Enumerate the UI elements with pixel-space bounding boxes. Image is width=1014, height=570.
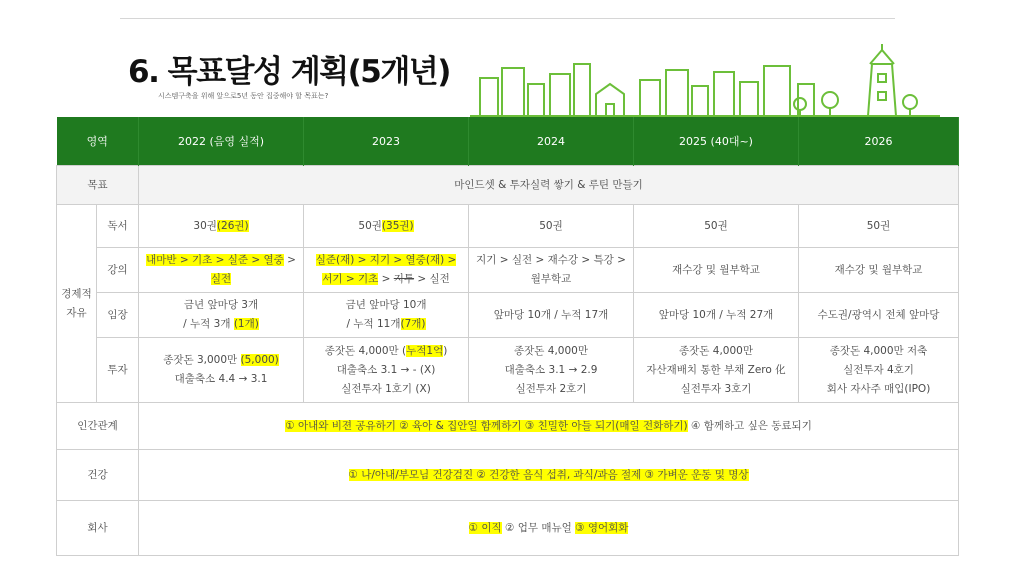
header-2026: 2026 <box>799 117 959 166</box>
fieldwork-2022: 금년 앞마당 3개 / 누적 3개 (1개) <box>139 293 304 338</box>
reading-2025: 50권 <box>634 205 799 248</box>
lecture-2025: 재수강 및 월부학교 <box>634 248 799 293</box>
investment-2026: 종잣돈 4,000만 저축 실전투자 4호기 회사 자사주 매입(IPO) <box>799 338 959 403</box>
table-header-row <box>57 117 959 166</box>
top-divider <box>120 18 895 19</box>
page-subtitle: 시스템구축을 위해 앞으로5년 동안 집중해야 할 목표는? <box>158 92 329 100</box>
fieldwork-2024: 앞마당 10개 / 누적 17개 <box>469 293 634 338</box>
page-title: 6. 목표달성 계획(5개년) <box>128 54 450 90</box>
reading-2026: 50권 <box>799 205 959 248</box>
reading-row <box>57 205 959 248</box>
reading-2022: 30권(26권) <box>139 205 304 248</box>
investment-2025: 종잣돈 4,000만 자산재배치 통한 부채 Zero 化 실전투자 3호기 <box>634 338 799 403</box>
lecture-2023: 실준(재) > 지기 > 열중(재) > 서기 > 기초 > 지투 > 실전 <box>304 248 469 293</box>
header-2024: 2024 <box>469 117 634 166</box>
health-row <box>57 450 959 501</box>
goal-text: 마인드셋 & 투자실력 쌓기 & 루틴 만들기 <box>139 166 959 205</box>
reading-2023: 50권(35권) <box>304 205 469 248</box>
econ-freedom-label: 경제적 자유 <box>57 205 97 403</box>
investment-label: 투자 <box>97 338 139 403</box>
relations-text: ① 아내와 비젼 공유하기 ② 육아 & 집안일 함께하기 ③ 친밀한 아들 되기(매일 전화하기) ④ 함께하고 싶은 동료되기 <box>139 403 959 450</box>
reading-2024: 50권 <box>469 205 634 248</box>
goal-row <box>57 166 959 205</box>
header-2025: 2025 (40대~) <box>634 117 799 166</box>
investment-2023: 종잣돈 4,000만 (누적1억) 대출축소 3.1 → - (X) 실전투자 1호기 (X) <box>304 338 469 403</box>
header-area: 영역 <box>57 117 139 166</box>
fieldwork-2026: 수도권/광역시 전체 앞마당 <box>799 293 959 338</box>
company-label: 회사 <box>57 501 139 556</box>
lecture-2022: 내마반 > 기초 > 실준 > 열중 > 실전 <box>139 248 304 293</box>
fieldwork-row <box>57 293 959 338</box>
relations-row <box>57 403 959 450</box>
fieldwork-2023: 금년 앞마당 10개 / 누적 11개(7개) <box>304 293 469 338</box>
investment-2024: 종잣돈 4,000만 대출축소 3.1 → 2.9 실전투자 2호기 <box>469 338 634 403</box>
lecture-2026: 재수강 및 월부학교 <box>799 248 959 293</box>
relations-label: 인간관계 <box>57 403 139 450</box>
city-skyline-illustration <box>470 44 940 118</box>
reading-label: 독서 <box>97 205 139 248</box>
health-label: 건강 <box>57 450 139 501</box>
investment-row <box>57 338 959 403</box>
fieldwork-label: 임장 <box>97 293 139 338</box>
header-2022: 2022 (음영 실적) <box>139 117 304 166</box>
lecture-2024: 지기 > 실전 > 재수강 > 특강 > 월부학교 <box>469 248 634 293</box>
goal-label: 목표 <box>57 166 139 205</box>
lecture-label: 강의 <box>97 248 139 293</box>
company-row <box>57 501 959 556</box>
health-text: ① 나/아내/부모님 건강검진 ② 건강한 음식 섭취, 과식/과음 절제 ③ 가벼운 운동 및 명상 <box>139 450 959 501</box>
investment-2022: 종잣돈 3,000만 (5,000) 대출축소 4.4 → 3.1 <box>139 338 304 403</box>
five-year-plan-table <box>56 117 959 556</box>
header-2023: 2023 <box>304 117 469 166</box>
fieldwork-2025: 앞마당 10개 / 누적 27개 <box>634 293 799 338</box>
lecture-row <box>57 248 959 293</box>
company-text: ① 이직 ② 업무 매뉴얼 ③ 영어회화 <box>139 501 959 556</box>
